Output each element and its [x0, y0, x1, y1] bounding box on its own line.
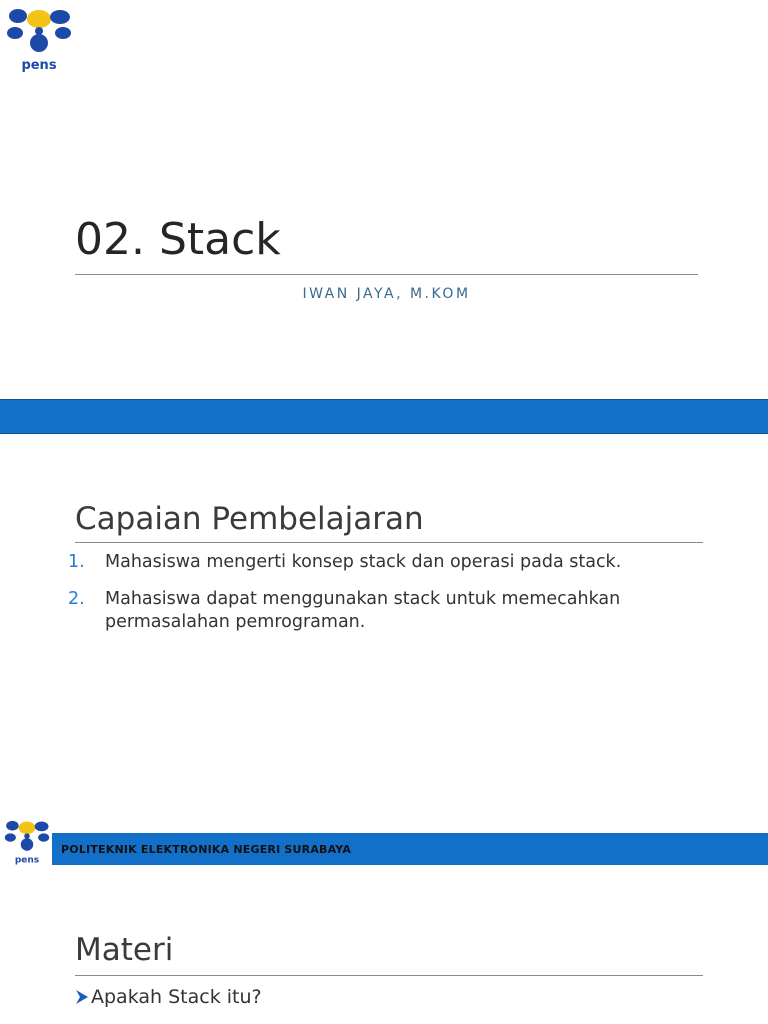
bullet-item — [75, 984, 262, 1010]
list-item — [68, 588, 708, 634]
list-item — [68, 551, 708, 574]
arrow-bullet-icon — [75, 988, 89, 1006]
slide-subtitle: IWAN JAYA, M.KOM — [302, 286, 471, 302]
slide-title: 02. Stack — [75, 214, 281, 265]
heading-divider — [75, 542, 703, 543]
learning-outcomes-list — [68, 551, 708, 648]
title-divider — [75, 274, 698, 275]
footer-band — [52, 833, 768, 865]
pens-wordmark: pens — [21, 58, 57, 73]
list-text: Mahasiswa dapat menggunakan stack untuk memecahkan permasalahan pemrograman. — [105, 589, 621, 632]
pens-wordmark: pens — [14, 855, 40, 866]
section-heading-materi: Materi — [75, 932, 174, 968]
pens-logo — [3, 3, 75, 73]
pens-logo-footer — [2, 816, 52, 866]
list-number: 2. — [68, 589, 85, 609]
section-heading-capaian: Capaian Pembelajaran — [75, 501, 424, 537]
list-text: Mahasiswa mengerti konsep stack dan operasi pada stack. — [105, 552, 622, 572]
heading-divider — [75, 975, 703, 976]
slide-separator-band — [0, 399, 768, 434]
bullet-text: Apakah Stack itu? — [91, 986, 262, 1008]
list-number: 1. — [68, 552, 85, 572]
institution-name: POLITEKNIK ELEKTRONIKA NEGERI SURABAYA — [61, 842, 352, 856]
